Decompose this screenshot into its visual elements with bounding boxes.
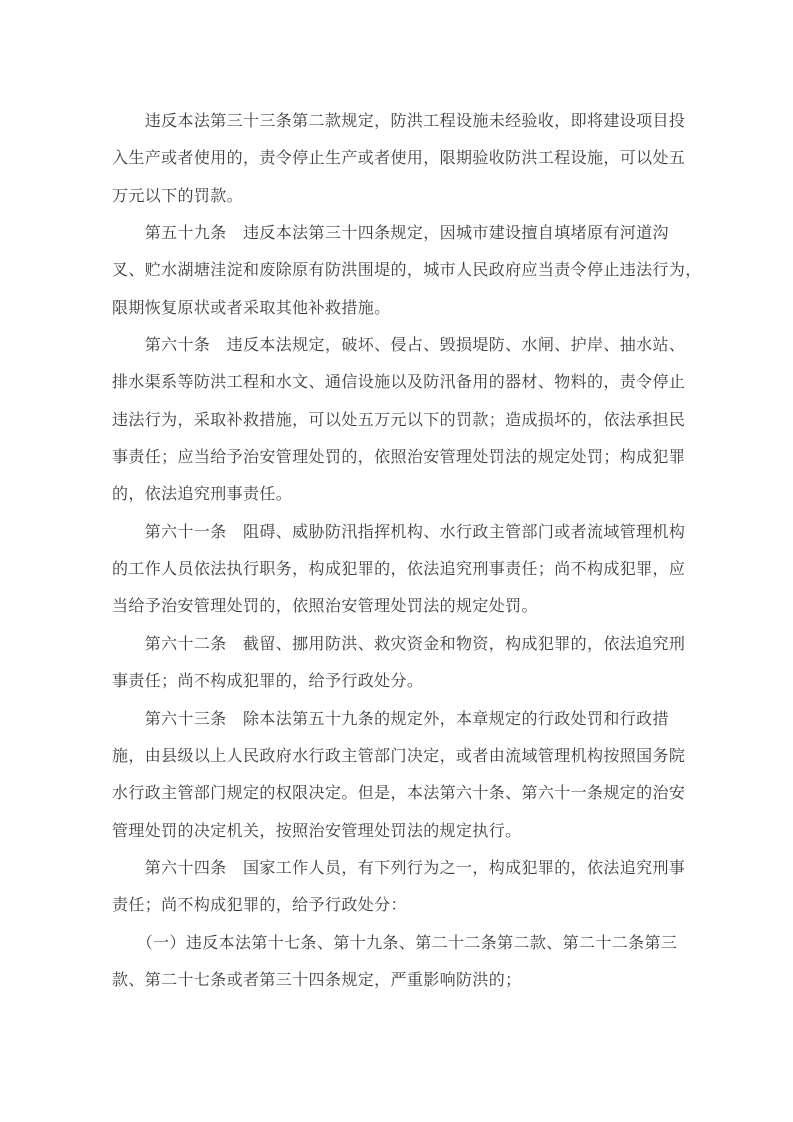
paragraph [112, 700, 690, 849]
text-line: 万元以下的罚款。 [112, 185, 244, 205]
paragraph [112, 214, 702, 326]
paragraph [112, 625, 690, 700]
document-text [112, 102, 702, 998]
text-line: 的，依法追究刑事责任。 [112, 484, 293, 504]
text-line: 第六十三条 除本法第五十九条的规定外，本章规定的行政处罚和行政措 [112, 708, 669, 728]
text-line: 责任；尚不构成犯罪的，给予行政处分： [112, 895, 407, 915]
paragraph [112, 326, 690, 513]
text-line: 第六十二条 截留、挪用防洪、救灾资金和物资，构成犯罪的，依法追究刑 [112, 633, 686, 653]
text-line: 入生产或者使用的，责令停止生产或者使用，限期验收防洪工程设施，可以处五 [112, 148, 686, 168]
text-line: 第六十一条 阻碍、威胁防汛指挥机构、水行政主管部门或者流域管理机构 [112, 521, 686, 541]
text-line: 限期恢复原状或者采取其他补救措施。 [112, 297, 391, 317]
text-line: 当给予治安管理处罚的，依照治安管理处罚法的规定处罚。 [112, 596, 538, 616]
text-line: 的工作人员依法执行职务，构成犯罪的，依法追究刑事责任；尚不构成犯罪，应 [112, 559, 686, 579]
text-line: 违法行为，采取补救措施，可以处五万元以下的罚款；造成损坏的，依法承担民 [112, 409, 686, 429]
paragraph [112, 924, 690, 999]
text-line: 管理处罚的决定机关，按照治安管理处罚法的规定执行。 [112, 820, 522, 840]
paragraph [112, 513, 690, 625]
text-line: 第六十条 违反本法规定，破坏、侵占、毁损堤防、水闸、护岸、抽水站、 [112, 335, 686, 355]
text-line: 施，由县级以上人民政府水行政主管部门决定，或者由流域管理机构按照国务院 [112, 745, 686, 765]
text-line: 第六十四条 国家工作人员，有下列行为之一，构成犯罪的，依法追究刑事 [112, 857, 686, 877]
text-line: （一）违反本法第十七条、第十九条、第二十二条第二款、第二十二条第三 [112, 932, 678, 952]
text-line: 第五十九条 违反本法第三十四条规定，因城市建设擅自填堵原有河道沟 [112, 223, 669, 243]
text-line: 叉、贮水湖塘洼淀和废除原有防洪围堤的，城市人民政府应当责令停止违法行为， [112, 260, 702, 280]
text-line: 水行政主管部门规定的权限决定。但是，本法第六十条、第六十一条规定的治安 [112, 783, 686, 803]
paragraph [112, 849, 690, 924]
paragraph [112, 102, 690, 214]
text-line: 事责任；应当给予治安管理处罚的，依照治安管理处罚法的规定处罚；构成犯罪 [112, 447, 686, 467]
text-line: 排水渠系等防洪工程和水文、通信设施以及防汛备用的器材、物料的，责令停止 [112, 372, 686, 392]
text-line: 事责任；尚不构成犯罪的，给予行政处分。 [112, 671, 424, 691]
text-line: 款、第二十七条或者第三十四条规定，严重影响防洪的； [112, 969, 522, 989]
text-line: 违反本法第三十三条第二款规定，防洪工程设施未经验收，即将建设项目投 [112, 111, 686, 130]
